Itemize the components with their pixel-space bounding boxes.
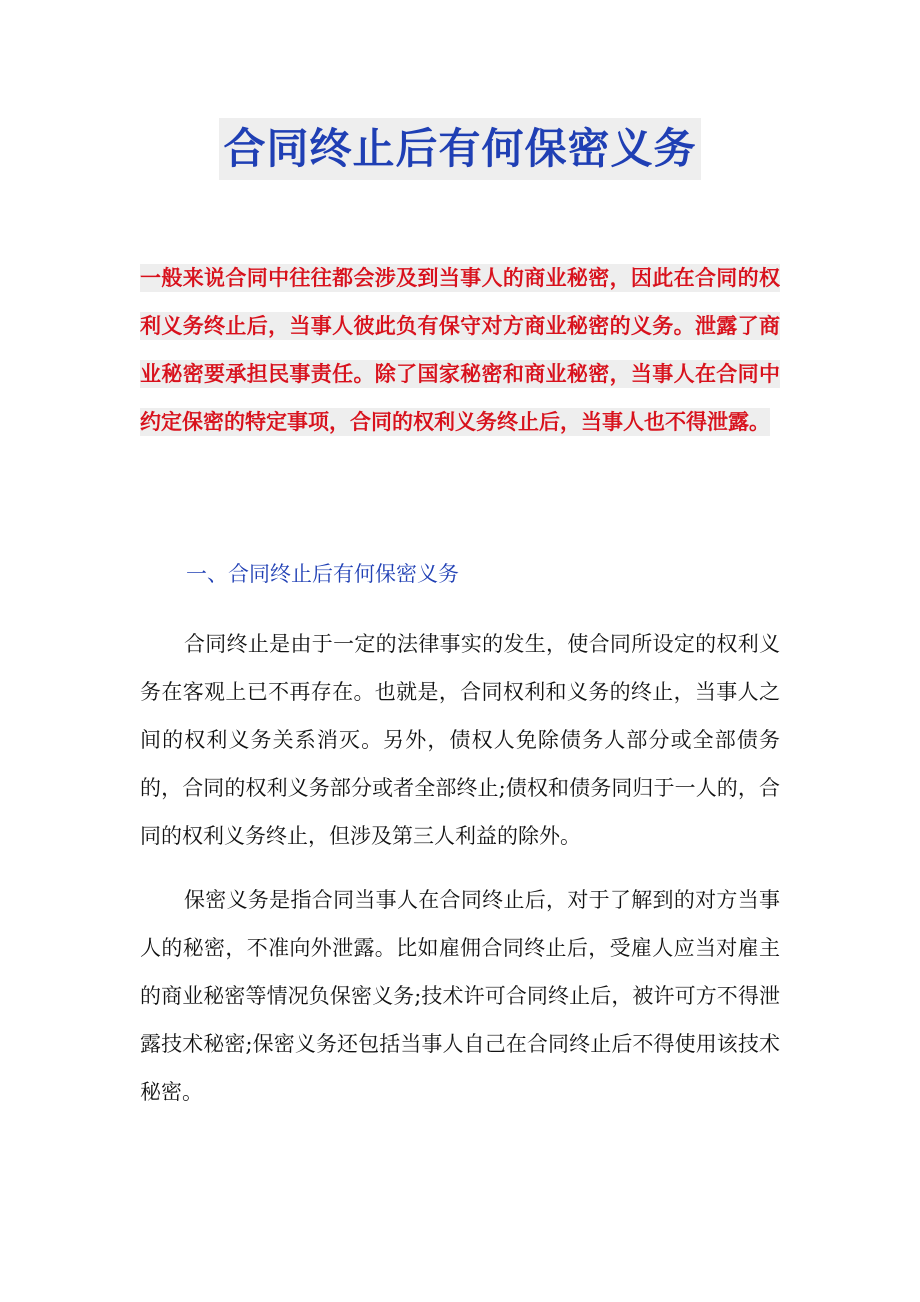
page-title: 合同终止后有何保密义务 — [219, 118, 700, 180]
body-paragraph-2: 保密义务是指合同当事人在合同终止后，对于了解到的对方当事人的秘密，不准向外泄露。比如雇佣合同终止后，受雇人应当对雇主的商业秘密等情况负保密义务;技术许可合同终止后，被许可方不得泄露技术秘密;保密义务还包括当事人自己在合同终止后不得使用该技术秘密。 — [140, 888, 780, 1104]
intro-text: 一般来说合同中往往都会涉及到当事人的商业秘密，因此在合同的权利义务终止后，当事人彼此负有保守对方商业秘密的义务。泄露了商业秘密要承担民事责任。除了国家秘密和商业秘密，当事人在合同中约定保密的特定事项，合同的权利义务终止后，当事人也不得泄露。 — [140, 266, 780, 434]
title-container — [0, 118, 920, 180]
intro-paragraph — [140, 254, 780, 446]
body-paragraph-1: 合同终止是由于一定的法律事实的发生，使合同所设定的权利义务在客观上已不再存在。也就是，合同权利和义务的终止，当事人之间的权利义务关系消灭。另外，债权人免除债务人部分或全部债务的，合同的权利义务部分或者全部终止;债权和债务同归于一人的，合同的权利义务终止，但涉及第三人利益的除外。 — [140, 632, 780, 848]
section-heading: 一、合同终止后有何保密义务 — [186, 562, 459, 586]
